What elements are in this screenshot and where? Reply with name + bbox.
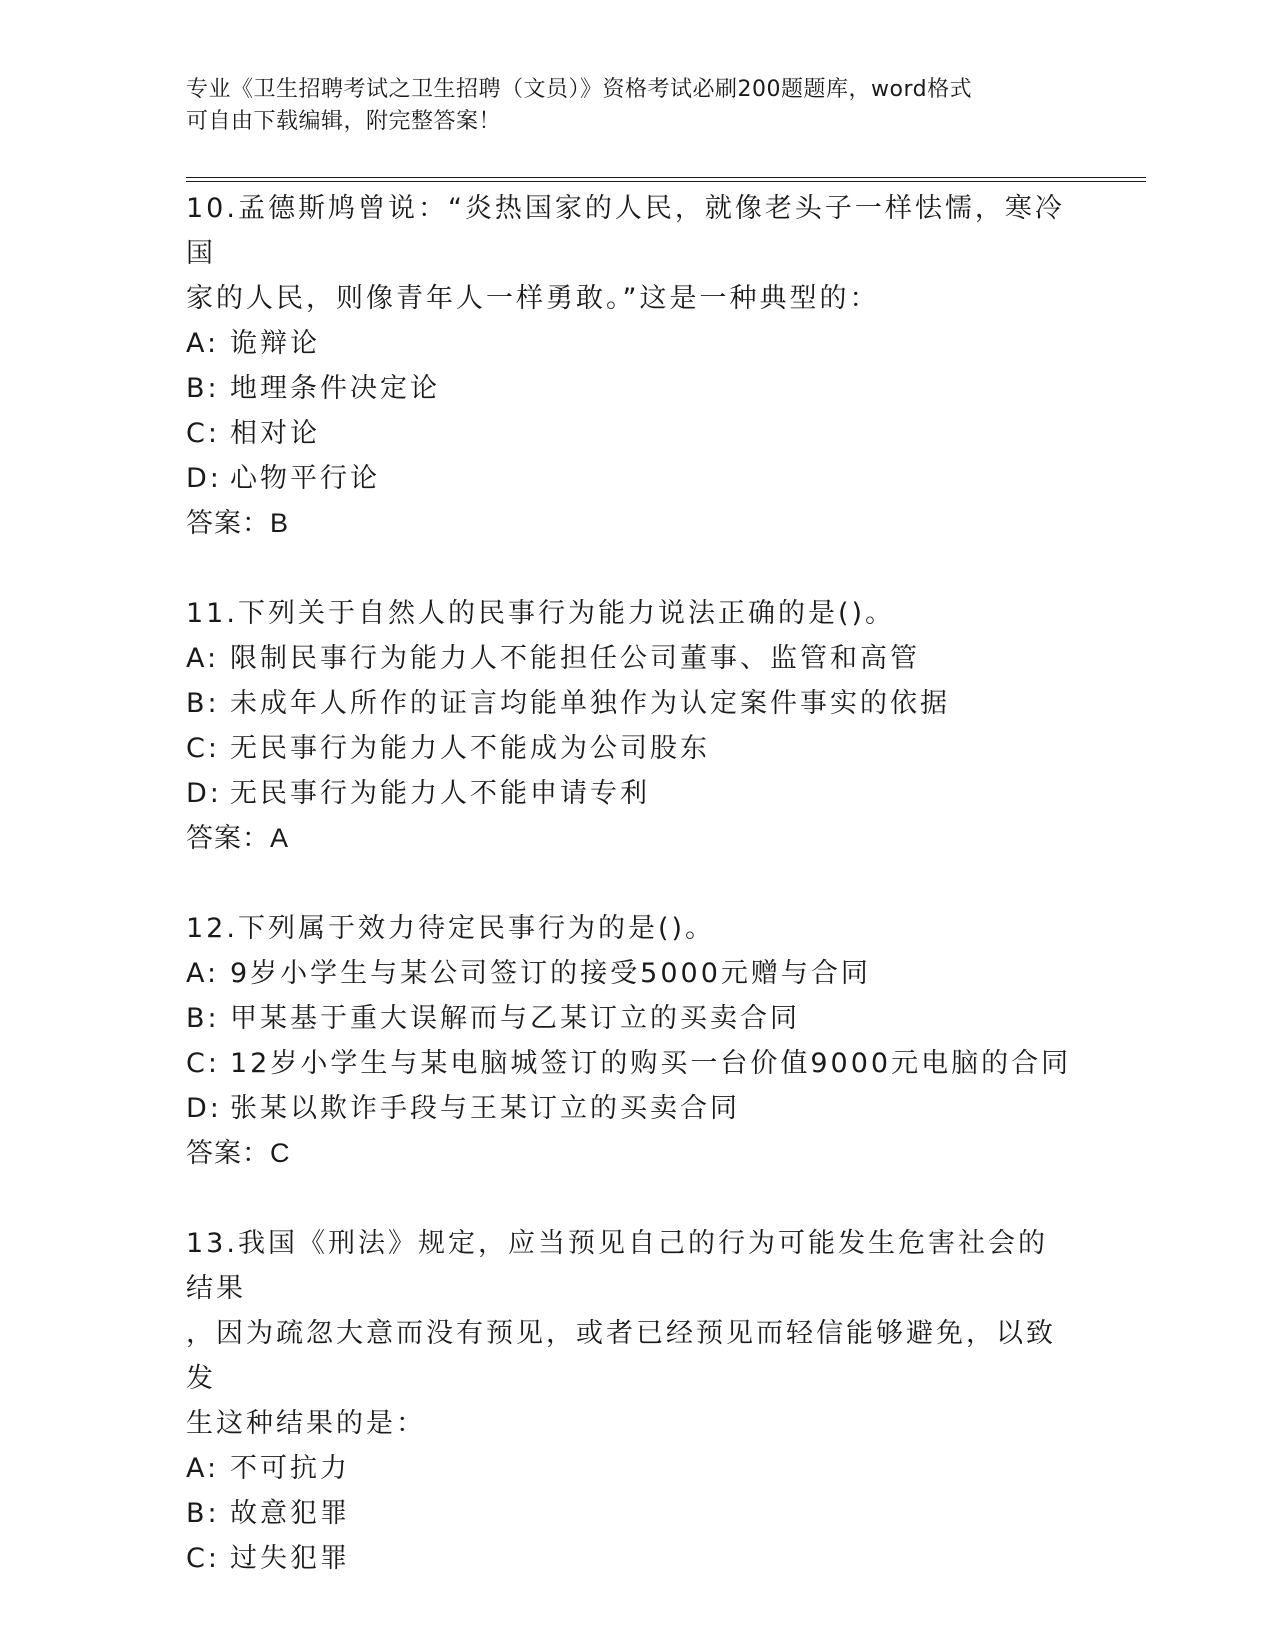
question-text-line: ，因为疏忽大意而没有预见，或者已经预见而轻信能够避免，以致发 — [186, 1318, 1056, 1394]
option-key: C: — [186, 733, 220, 764]
option-text: 甲某基于重大误解而与乙某订立的买卖合同 — [230, 1003, 800, 1034]
question-text-line: 13.我国《刑法》规定，应当预见自己的行为可能发生危害社会的结果 — [186, 1228, 1048, 1304]
option-key: A: — [186, 643, 220, 674]
question-list — [186, 186, 1072, 1626]
header-divider — [186, 177, 1146, 182]
question-text-line: 11.下列关于自然人的民事行为能力说法正确的是()。 — [186, 598, 896, 629]
option-a — [186, 321, 1066, 366]
question-text — [186, 906, 1066, 951]
option-key: D: — [186, 1093, 222, 1124]
option-text: 无民事行为能力人不能成为公司股东 — [230, 733, 710, 764]
option-text: 12岁小学生与某电脑城签订的购买一台价值9000元电脑的合同 — [230, 1048, 1072, 1079]
option-text: 心物平行论 — [230, 463, 380, 494]
option-key: B: — [186, 1498, 220, 1529]
option-c — [186, 411, 1066, 456]
question-13 — [186, 1221, 1066, 1581]
option-key: D: — [186, 463, 222, 494]
option-key: C: — [186, 418, 220, 449]
question-text — [186, 591, 1066, 636]
option-a — [186, 1446, 1066, 1491]
option-text: 诡辩论 — [230, 328, 320, 359]
option-key: A: — [186, 328, 220, 359]
option-key: A: — [186, 958, 220, 989]
option-text: 不可抗力 — [230, 1453, 350, 1484]
option-key: D: — [186, 778, 222, 809]
option-text: 张某以欺诈手段与王某订立的买卖合同 — [230, 1093, 740, 1124]
answer-line: 答案：A — [186, 823, 290, 853]
option-c — [186, 726, 1066, 771]
document-header — [186, 74, 1066, 138]
question-text-line: 家的人民，则像青年人一样勇敢。”这是一种典型的： — [186, 283, 880, 314]
option-key: B: — [186, 1003, 220, 1034]
option-text: 相对论 — [230, 418, 320, 449]
option-text: 地理条件决定论 — [230, 373, 440, 404]
question-11 — [186, 591, 1066, 861]
option-d — [186, 456, 1066, 501]
option-text: 过失犯罪 — [230, 1543, 350, 1574]
option-text: 9岁小学生与某公司签订的接受5000元赠与合同 — [230, 958, 871, 989]
option-b — [186, 366, 1066, 411]
header-line-2: 可自由下载编辑，附完整答案！ — [186, 109, 502, 134]
option-text: 限制民事行为能力人不能担任公司董事、监管和高管 — [230, 643, 920, 674]
option-b — [186, 681, 1066, 726]
option-a — [186, 636, 1066, 681]
option-key: A: — [186, 1453, 220, 1484]
option-key: B: — [186, 688, 220, 719]
question-10 — [186, 186, 1066, 546]
question-text — [186, 1221, 1066, 1446]
option-text: 无民事行为能力人不能申请专利 — [230, 778, 650, 809]
answer-line: 答案：C — [186, 1138, 291, 1168]
option-c — [186, 1041, 1072, 1086]
option-a — [186, 951, 1066, 996]
question-text-line: 生这种结果的是： — [186, 1408, 426, 1439]
question-text — [186, 186, 1066, 321]
answer-line: 答案：B — [186, 508, 290, 538]
option-key: C: — [186, 1048, 220, 1079]
option-b — [186, 996, 1066, 1041]
option-text: 未成年人所作的证言均能单独作为认定案件事实的依据 — [230, 688, 950, 719]
option-d — [186, 1086, 1066, 1131]
option-text: 故意犯罪 — [230, 1498, 350, 1529]
option-key: C: — [186, 1543, 220, 1574]
header-line-1: 专业《卫生招聘考试之卫生招聘（文员）》资格考试必刷200题题库，word格式 — [186, 77, 973, 102]
option-b — [186, 1491, 1066, 1536]
option-c — [186, 1536, 1066, 1581]
question-text-line: 12.下列属于效力待定民事行为的是()。 — [186, 913, 716, 944]
option-key: B: — [186, 373, 220, 404]
option-d — [186, 771, 1066, 816]
question-text-line: 10.孟德斯鸠曾说：“炎热国家的人民，就像老头子一样怯懦，寒冷国 — [186, 193, 1065, 269]
question-12 — [186, 906, 1072, 1176]
